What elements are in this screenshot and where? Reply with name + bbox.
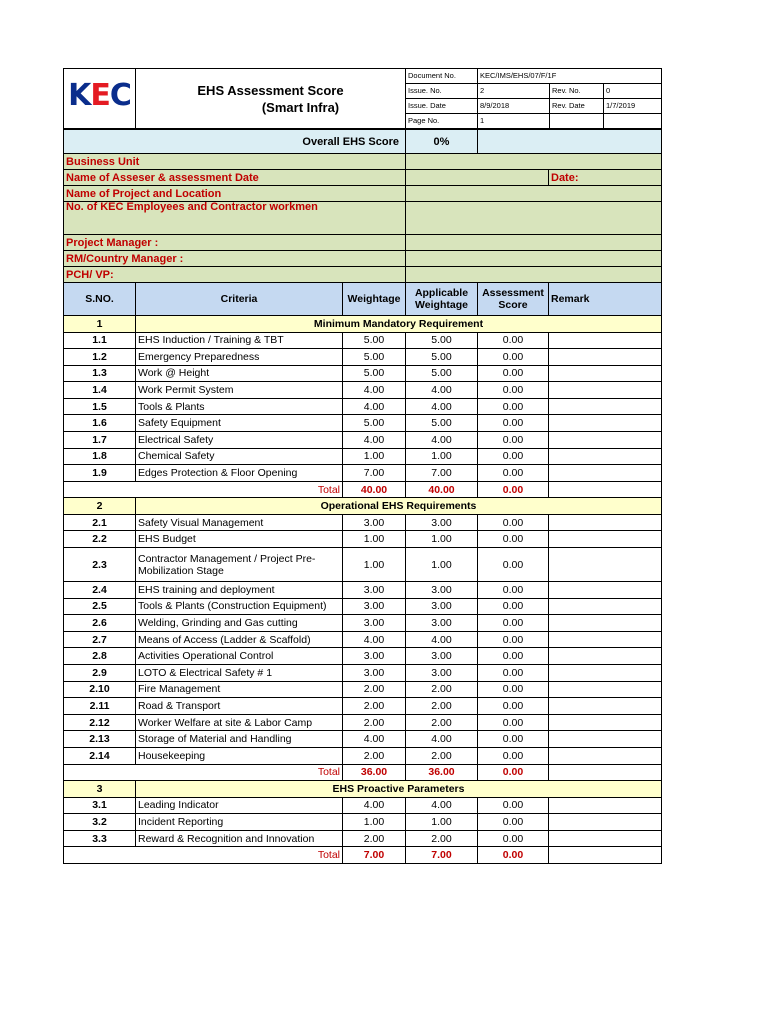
- criteria-row: [64, 665, 662, 682]
- criteria-row: [64, 747, 662, 764]
- section-header-row: [64, 316, 662, 333]
- kec-logo: KEC: [64, 69, 136, 129]
- section-header-row: [64, 781, 662, 798]
- rev-date-value[interactable]: 1/7/2019: [604, 99, 662, 114]
- criteria-row: [64, 631, 662, 648]
- pch-field[interactable]: [406, 267, 662, 283]
- overall-score-label: Overall EHS Score: [64, 130, 406, 154]
- row-criteria: Electrical Safety: [136, 432, 343, 449]
- row-sno: 2.1: [64, 514, 136, 531]
- row-assessment-score[interactable]: 0.00: [478, 465, 549, 482]
- criteria-row: [64, 465, 662, 482]
- row-remark[interactable]: [549, 582, 662, 599]
- row-applicable-weightage: 2.00: [406, 830, 478, 847]
- issue-no-label: Issue. No.: [406, 84, 478, 99]
- row-sno: 2.13: [64, 731, 136, 748]
- row-sno: 1.1: [64, 332, 136, 349]
- row-weightage: 7.00: [343, 465, 406, 482]
- row-sno: 1.5: [64, 398, 136, 415]
- pch-label: PCH/ VP:: [64, 267, 406, 283]
- section-number: 1: [64, 316, 136, 333]
- row-applicable-weightage: 2.00: [406, 714, 478, 731]
- row-criteria: Worker Welfare at site & Labor Camp: [136, 714, 343, 731]
- document-no-value[interactable]: KEC/IMS/EHS/07/F/1F: [478, 69, 662, 84]
- row-weightage: 1.00: [343, 548, 406, 582]
- row-sno: 1.9: [64, 465, 136, 482]
- overall-score-value: 0%: [406, 130, 478, 154]
- section-total-row: [64, 764, 662, 781]
- page-no-label: Page No.: [406, 114, 478, 129]
- total-assessment-score: 0.00: [478, 847, 549, 864]
- row-applicable-weightage: 4.00: [406, 631, 478, 648]
- row-criteria: Edges Protection & Floor Opening: [136, 465, 343, 482]
- row-sno: 2.6: [64, 615, 136, 632]
- issue-no-value[interactable]: 2: [478, 84, 550, 99]
- row-assessment-score[interactable]: 0.00: [478, 731, 549, 748]
- row-sno: 1.6: [64, 415, 136, 432]
- total-applicable-weightage: 40.00: [406, 481, 478, 498]
- row-weightage: 5.00: [343, 349, 406, 366]
- document-title: [136, 69, 406, 129]
- row-remark[interactable]: [549, 598, 662, 615]
- criteria-row: [64, 582, 662, 599]
- title-line-1: EHS Assessment Score: [197, 82, 344, 98]
- row-remark[interactable]: [549, 398, 662, 415]
- col-sno: S.NO.: [64, 283, 136, 316]
- row-sno: 2.11: [64, 698, 136, 715]
- section-number: 3: [64, 781, 136, 798]
- row-weightage: 2.00: [343, 830, 406, 847]
- row-assessment-score[interactable]: 0.00: [478, 698, 549, 715]
- criteria-row: [64, 349, 662, 366]
- section-title: Operational EHS Requirements: [136, 498, 662, 515]
- assessor-label: Name of Asseser & assessment Date: [64, 170, 406, 186]
- row-criteria: EHS training and deployment: [136, 582, 343, 599]
- criteria-row: [64, 432, 662, 449]
- row-remark[interactable]: [549, 615, 662, 632]
- total-applicable-weightage: 36.00: [406, 764, 478, 781]
- row-weightage: 2.00: [343, 681, 406, 698]
- total-label: Total: [64, 764, 343, 781]
- row-remark[interactable]: [549, 681, 662, 698]
- row-criteria: Leading Indicator: [136, 797, 343, 814]
- assessment-table: [63, 129, 662, 864]
- row-weightage: 5.00: [343, 365, 406, 382]
- row-weightage: 3.00: [343, 582, 406, 599]
- row-assessment-score[interactable]: 0.00: [478, 398, 549, 415]
- row-sno: 2.14: [64, 747, 136, 764]
- row-sno: 2.8: [64, 648, 136, 665]
- row-weightage: 4.00: [343, 398, 406, 415]
- assessment-sheet: [63, 68, 661, 864]
- row-sno: 1.7: [64, 432, 136, 449]
- criteria-row: [64, 830, 662, 847]
- row-remark[interactable]: [549, 365, 662, 382]
- row-remark[interactable]: [549, 548, 662, 582]
- row-remark[interactable]: [549, 665, 662, 682]
- row-criteria: Reward & Recognition and Innovation: [136, 830, 343, 847]
- total-label: Total: [64, 481, 343, 498]
- row-applicable-weightage: 1.00: [406, 531, 478, 548]
- row-applicable-weightage: 5.00: [406, 365, 478, 382]
- date-label: Date:: [549, 170, 662, 186]
- criteria-row: [64, 598, 662, 615]
- row-remark[interactable]: [549, 349, 662, 366]
- total-assessment-score: 0.00: [478, 764, 549, 781]
- row-assessment-score[interactable]: 0.00: [478, 631, 549, 648]
- row-criteria: Contractor Management / Project Pre-Mobilization Stage: [136, 548, 343, 582]
- row-criteria: Storage of Material and Handling: [136, 731, 343, 748]
- row-applicable-weightage: 5.00: [406, 332, 478, 349]
- row-weightage: 2.00: [343, 747, 406, 764]
- row-sno: 2.7: [64, 631, 136, 648]
- row-remark[interactable]: [549, 648, 662, 665]
- row-assessment-score[interactable]: 0.00: [478, 615, 549, 632]
- row-remark[interactable]: [549, 814, 662, 831]
- row-criteria: Work @ Height: [136, 365, 343, 382]
- total-weightage: 7.00: [343, 847, 406, 864]
- section-total-row: [64, 847, 662, 864]
- criteria-row: [64, 797, 662, 814]
- row-assessment-score[interactable]: 0.00: [478, 548, 549, 582]
- row-sno: 3.3: [64, 830, 136, 847]
- row-assessment-score[interactable]: 0.00: [478, 665, 549, 682]
- row-criteria: Work Permit System: [136, 382, 343, 399]
- col-weightage: Weightage: [343, 283, 406, 316]
- row-assessment-score[interactable]: 0.00: [478, 714, 549, 731]
- row-remark[interactable]: [549, 731, 662, 748]
- row-criteria: EHS Budget: [136, 531, 343, 548]
- row-sno: 2.3: [64, 548, 136, 582]
- row-assessment-score[interactable]: 0.00: [478, 382, 549, 399]
- row-weightage: 1.00: [343, 814, 406, 831]
- row-sno: 3.2: [64, 814, 136, 831]
- business-unit-field[interactable]: [406, 154, 662, 170]
- row-remark[interactable]: [549, 382, 662, 399]
- row-applicable-weightage: 3.00: [406, 598, 478, 615]
- row-sno: 1.2: [64, 349, 136, 366]
- row-remark[interactable]: [549, 465, 662, 482]
- row-weightage: 3.00: [343, 648, 406, 665]
- row-assessment-score[interactable]: 0.00: [478, 648, 549, 665]
- row-weightage: 4.00: [343, 382, 406, 399]
- row-assessment-score[interactable]: 0.00: [478, 830, 549, 847]
- row-assessment-score[interactable]: 0.00: [478, 531, 549, 548]
- criteria-row: [64, 415, 662, 432]
- row-applicable-weightage: 3.00: [406, 665, 478, 682]
- row-applicable-weightage: 4.00: [406, 382, 478, 399]
- section-header-row: [64, 498, 662, 515]
- criteria-row: [64, 814, 662, 831]
- row-weightage: 3.00: [343, 665, 406, 682]
- row-weightage: 4.00: [343, 731, 406, 748]
- criteria-row: [64, 615, 662, 632]
- row-remark[interactable]: [549, 531, 662, 548]
- criteria-row: [64, 332, 662, 349]
- row-criteria: LOTO & Electrical Safety # 1: [136, 665, 343, 682]
- row-weightage: 1.00: [343, 448, 406, 465]
- row-applicable-weightage: 7.00: [406, 465, 478, 482]
- row-assessment-score[interactable]: 0.00: [478, 514, 549, 531]
- col-criteria: Criteria: [136, 283, 343, 316]
- row-sno: 1.4: [64, 382, 136, 399]
- row-remark[interactable]: [549, 631, 662, 648]
- row-remark[interactable]: [549, 415, 662, 432]
- section-title: Minimum Mandatory Requirement: [136, 316, 662, 333]
- criteria-row: [64, 514, 662, 531]
- col-remark: Remark: [549, 283, 662, 316]
- row-applicable-weightage: 3.00: [406, 582, 478, 599]
- column-header-row: [64, 283, 662, 316]
- rm-field[interactable]: [406, 251, 662, 267]
- title-line-2: (Smart Infra): [261, 99, 340, 115]
- row-assessment-score[interactable]: 0.00: [478, 598, 549, 615]
- row-remark[interactable]: [549, 714, 662, 731]
- row-criteria: Fire Management: [136, 681, 343, 698]
- row-criteria: Road & Transport: [136, 698, 343, 715]
- row-criteria: Incident Reporting: [136, 814, 343, 831]
- rm-label: RM/Country Manager :: [64, 251, 406, 267]
- row-applicable-weightage: 2.00: [406, 747, 478, 764]
- row-criteria: EHS Induction / Training & TBT: [136, 332, 343, 349]
- employees-label: No. of KEC Employees and Contractor workmen: [64, 202, 406, 235]
- row-weightage: 5.00: [343, 415, 406, 432]
- row-assessment-score[interactable]: 0.00: [478, 432, 549, 449]
- row-remark[interactable]: [549, 432, 662, 449]
- row-applicable-weightage: 3.00: [406, 514, 478, 531]
- row-remark[interactable]: [549, 747, 662, 764]
- rev-no-value[interactable]: 0: [604, 84, 662, 99]
- row-assessment-score[interactable]: 0.00: [478, 582, 549, 599]
- row-criteria: Safety Visual Management: [136, 514, 343, 531]
- criteria-row: [64, 731, 662, 748]
- row-sno: 2.12: [64, 714, 136, 731]
- row-applicable-weightage: 4.00: [406, 797, 478, 814]
- row-sno: 1.8: [64, 448, 136, 465]
- row-criteria: Activities Operational Control: [136, 648, 343, 665]
- criteria-row: [64, 382, 662, 399]
- row-remark[interactable]: [549, 830, 662, 847]
- col-applicable-weightage: Applicable Weightage: [406, 283, 478, 316]
- total-applicable-weightage: 7.00: [406, 847, 478, 864]
- row-assessment-score[interactable]: 0.00: [478, 747, 549, 764]
- row-weightage: 5.00: [343, 332, 406, 349]
- issue-date-value[interactable]: 8/9/2018: [478, 99, 550, 114]
- row-sno: 2.4: [64, 582, 136, 599]
- row-applicable-weightage: 4.00: [406, 731, 478, 748]
- row-applicable-weightage: 1.00: [406, 448, 478, 465]
- row-assessment-score[interactable]: 0.00: [478, 415, 549, 432]
- criteria-row: [64, 681, 662, 698]
- row-applicable-weightage: 3.00: [406, 648, 478, 665]
- row-applicable-weightage: 2.00: [406, 681, 478, 698]
- row-sno: 2.2: [64, 531, 136, 548]
- row-applicable-weightage: 5.00: [406, 349, 478, 366]
- row-applicable-weightage: 1.00: [406, 814, 478, 831]
- row-applicable-weightage: 4.00: [406, 398, 478, 415]
- row-criteria: Chemical Safety: [136, 448, 343, 465]
- row-criteria: Emergency Preparedness: [136, 349, 343, 366]
- section-total-row: [64, 481, 662, 498]
- employees-field[interactable]: [406, 202, 662, 235]
- row-sno: 2.9: [64, 665, 136, 682]
- row-applicable-weightage: 5.00: [406, 415, 478, 432]
- business-unit-label: Business Unit: [64, 154, 406, 170]
- row-weightage: 2.00: [343, 698, 406, 715]
- criteria-row: [64, 398, 662, 415]
- criteria-row: [64, 648, 662, 665]
- row-assessment-score[interactable]: 0.00: [478, 681, 549, 698]
- row-weightage: 4.00: [343, 797, 406, 814]
- row-criteria: Tools & Plants: [136, 398, 343, 415]
- row-weightage: 3.00: [343, 615, 406, 632]
- total-weightage: 40.00: [343, 481, 406, 498]
- project-manager-field[interactable]: [406, 235, 662, 251]
- row-applicable-weightage: 4.00: [406, 432, 478, 449]
- rev-date-label: Rev. Date: [550, 99, 604, 114]
- row-weightage: 4.00: [343, 631, 406, 648]
- row-weightage: 2.00: [343, 714, 406, 731]
- row-remark[interactable]: [549, 514, 662, 531]
- criteria-row: [64, 548, 662, 582]
- document-header: [63, 68, 662, 129]
- col-assessment-score: Assessment Score: [478, 283, 549, 316]
- criteria-row: [64, 531, 662, 548]
- row-assessment-score[interactable]: 0.00: [478, 448, 549, 465]
- criteria-row: [64, 714, 662, 731]
- row-assessment-score[interactable]: 0.00: [478, 814, 549, 831]
- row-sno: 2.10: [64, 681, 136, 698]
- row-weightage: 1.00: [343, 531, 406, 548]
- row-criteria: Welding, Grinding and Gas cutting: [136, 615, 343, 632]
- criteria-row: [64, 698, 662, 715]
- row-assessment-score[interactable]: 0.00: [478, 332, 549, 349]
- project-manager-label: Project Manager :: [64, 235, 406, 251]
- row-sno: 2.5: [64, 598, 136, 615]
- row-criteria: Housekeeping: [136, 747, 343, 764]
- issue-date-label: Issue. Date: [406, 99, 478, 114]
- assessor-field[interactable]: [406, 170, 549, 186]
- row-weightage: 3.00: [343, 598, 406, 615]
- row-applicable-weightage: 1.00: [406, 548, 478, 582]
- row-remark[interactable]: [549, 698, 662, 715]
- section-title: EHS Proactive Parameters: [136, 781, 662, 798]
- project-field[interactable]: [406, 186, 662, 202]
- row-applicable-weightage: 3.00: [406, 615, 478, 632]
- row-remark[interactable]: [549, 797, 662, 814]
- page-no-value[interactable]: 1: [478, 114, 550, 129]
- total-label: Total: [64, 847, 343, 864]
- row-assessment-score[interactable]: 0.00: [478, 797, 549, 814]
- document-no-label: Document No.: [406, 69, 478, 84]
- row-assessment-score[interactable]: 0.00: [478, 349, 549, 366]
- criteria-row: [64, 365, 662, 382]
- row-sno: 3.1: [64, 797, 136, 814]
- rev-no-label: Rev. No.: [550, 84, 604, 99]
- project-label: Name of Project and Location: [64, 186, 406, 202]
- row-weightage: 4.00: [343, 432, 406, 449]
- row-sno: 1.3: [64, 365, 136, 382]
- row-criteria: Tools & Plants (Construction Equipment): [136, 598, 343, 615]
- total-assessment-score: 0.00: [478, 481, 549, 498]
- row-remark[interactable]: [549, 332, 662, 349]
- row-criteria: Safety Equipment: [136, 415, 343, 432]
- row-applicable-weightage: 2.00: [406, 698, 478, 715]
- section-number: 2: [64, 498, 136, 515]
- row-remark[interactable]: [549, 448, 662, 465]
- row-weightage: 3.00: [343, 514, 406, 531]
- row-assessment-score[interactable]: 0.00: [478, 365, 549, 382]
- total-weightage: 36.00: [343, 764, 406, 781]
- row-criteria: Means of Access (Ladder & Scaffold): [136, 631, 343, 648]
- criteria-row: [64, 448, 662, 465]
